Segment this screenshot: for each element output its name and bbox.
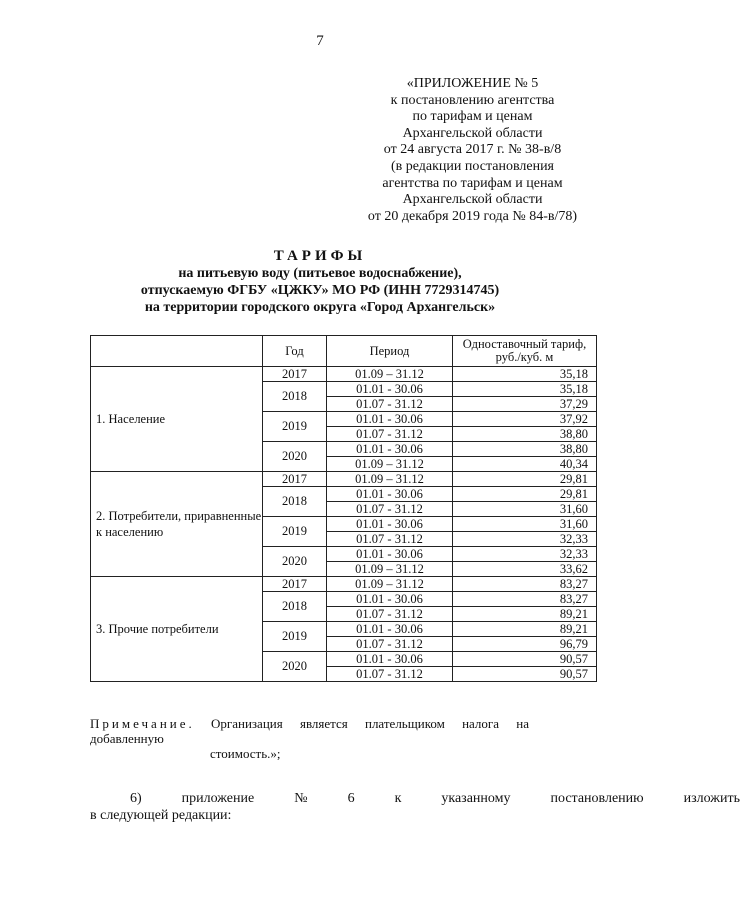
tariff-cell: 38,80: [453, 427, 597, 442]
period-cell: 01.07 - 31.12: [327, 637, 453, 652]
tariff-cell: 40,34: [453, 457, 597, 472]
tariff-cell: 83,27: [453, 592, 597, 607]
table-row: [91, 367, 597, 382]
year-cell: 2019: [263, 622, 327, 652]
header-period: Период: [327, 336, 453, 367]
year-cell: 2019: [263, 412, 327, 442]
tariff-cell: 29,81: [453, 487, 597, 502]
tariff-cell: 37,29: [453, 397, 597, 412]
year-cell: 2020: [263, 652, 327, 682]
appendix-line: от 20 декабря 2019 года № 84-в/78): [367, 208, 578, 224]
appendix-line: по тарифам и ценам: [412, 109, 533, 125]
tariff-cell: 29,81: [453, 472, 597, 487]
appendix-line: Архангельской области: [402, 192, 543, 208]
tariff-cell: 89,21: [453, 607, 597, 622]
table-row: [91, 577, 597, 592]
tariff-cell: 90,57: [453, 652, 597, 667]
title-line: на территории городского округа «Город Архангельск»: [144, 300, 496, 315]
paragraph-word: 6: [347, 791, 355, 806]
title-main: ТАРИФЫ: [273, 248, 367, 264]
paragraph-word: №: [294, 791, 308, 806]
period-cell: 01.09 – 31.12: [327, 577, 453, 592]
paragraph-word: к: [394, 791, 402, 806]
title-line: отпускаемую ФГБУ «ЦЖКУ» МО РФ (ИНН 7729314745): [140, 283, 500, 298]
appendix-line: от 24 августа 2017 г. № 38-в/8: [383, 142, 562, 158]
tariff-cell: 96,79: [453, 637, 597, 652]
period-cell: 01.09 – 31.12: [327, 562, 453, 577]
title-line: на питьевую воду (питьевое водоснабжение),: [178, 266, 462, 281]
period-cell: 01.09 – 31.12: [327, 367, 453, 382]
table-header-row: [91, 336, 597, 367]
note: [90, 716, 596, 761]
table-row: [91, 472, 597, 487]
tariff-cell: 38,80: [453, 442, 597, 457]
header-tariff: Одноставочный тариф, руб./куб. м: [453, 336, 597, 367]
period-cell: 01.07 - 31.12: [327, 607, 453, 622]
tariff-cell: 83,27: [453, 577, 597, 592]
paragraph-word: постановлению: [550, 791, 644, 806]
period-cell: 01.01 - 30.06: [327, 442, 453, 457]
document-title: [60, 248, 580, 316]
period-cell: 01.09 – 31.12: [327, 472, 453, 487]
period-cell: 01.01 - 30.06: [327, 592, 453, 607]
note-label: Примечание.: [90, 716, 195, 731]
appendix-line: (в редакции постановления: [390, 158, 555, 174]
header-year: Год: [263, 336, 327, 367]
note-text-line2: стоимость.»;: [210, 746, 281, 761]
period-cell: 01.01 - 30.06: [327, 652, 453, 667]
period-cell: 01.07 - 31.12: [327, 397, 453, 412]
amendment-paragraph: [90, 790, 740, 824]
tariff-cell: 31,60: [453, 502, 597, 517]
paragraph-word: изложить: [683, 791, 740, 806]
page-number: 7: [316, 33, 324, 49]
paragraph-line1: [90, 790, 740, 807]
tariff-table: [90, 335, 597, 682]
year-cell: 2018: [263, 382, 327, 412]
period-cell: 01.01 - 30.06: [327, 412, 453, 427]
year-cell: 2020: [263, 547, 327, 577]
tariff-cell: 31,60: [453, 517, 597, 532]
paragraph-word: 6): [130, 791, 142, 806]
table-body: [91, 367, 597, 682]
tariff-cell: 33,62: [453, 562, 597, 577]
period-cell: 01.01 - 30.06: [327, 517, 453, 532]
period-cell: 01.07 - 31.12: [327, 427, 453, 442]
appendix-line: Архангельской области: [402, 125, 543, 141]
paragraph-word: приложение: [181, 791, 255, 806]
tariff-cell: 32,33: [453, 547, 597, 562]
period-cell: 01.07 - 31.12: [327, 667, 453, 682]
period-cell: 01.09 – 31.12: [327, 457, 453, 472]
tariff-cell: 35,18: [453, 382, 597, 397]
paragraph-word: указанному: [441, 791, 511, 806]
appendix-header: [330, 76, 615, 225]
period-cell: 01.01 - 30.06: [327, 382, 453, 397]
tariff-cell: 37,92: [453, 412, 597, 427]
category-cell: 1. Население: [91, 367, 263, 472]
year-cell: 2017: [263, 472, 327, 487]
period-cell: 01.07 - 31.12: [327, 532, 453, 547]
year-cell: 2017: [263, 367, 327, 382]
year-cell: 2017: [263, 577, 327, 592]
year-cell: 2019: [263, 517, 327, 547]
note-text-line1: Организация является плательщиком налога на добавленную: [90, 716, 529, 746]
appendix-line: агентства по тарифам и ценам: [382, 175, 563, 191]
category-cell: 3. Прочие потребители: [91, 577, 263, 682]
category-cell: 2. Потребители, приравненные к населению: [91, 472, 263, 577]
tariff-cell: 35,18: [453, 367, 597, 382]
tariff-cell: 32,33: [453, 532, 597, 547]
year-cell: 2020: [263, 442, 327, 472]
year-cell: 2018: [263, 592, 327, 622]
year-cell: 2018: [263, 487, 327, 517]
paragraph-line2: в следующей редакции:: [90, 808, 232, 823]
appendix-line: «ПРИЛОЖЕНИЕ № 5: [406, 76, 539, 91]
period-cell: 01.01 - 30.06: [327, 547, 453, 562]
tariff-cell: 90,57: [453, 667, 597, 682]
tariff-cell: 89,21: [453, 622, 597, 637]
period-cell: 01.07 - 31.12: [327, 502, 453, 517]
appendix-line: к постановлению агентства: [390, 92, 555, 108]
period-cell: 01.01 - 30.06: [327, 487, 453, 502]
period-cell: 01.01 - 30.06: [327, 622, 453, 637]
header-category: [91, 336, 263, 367]
